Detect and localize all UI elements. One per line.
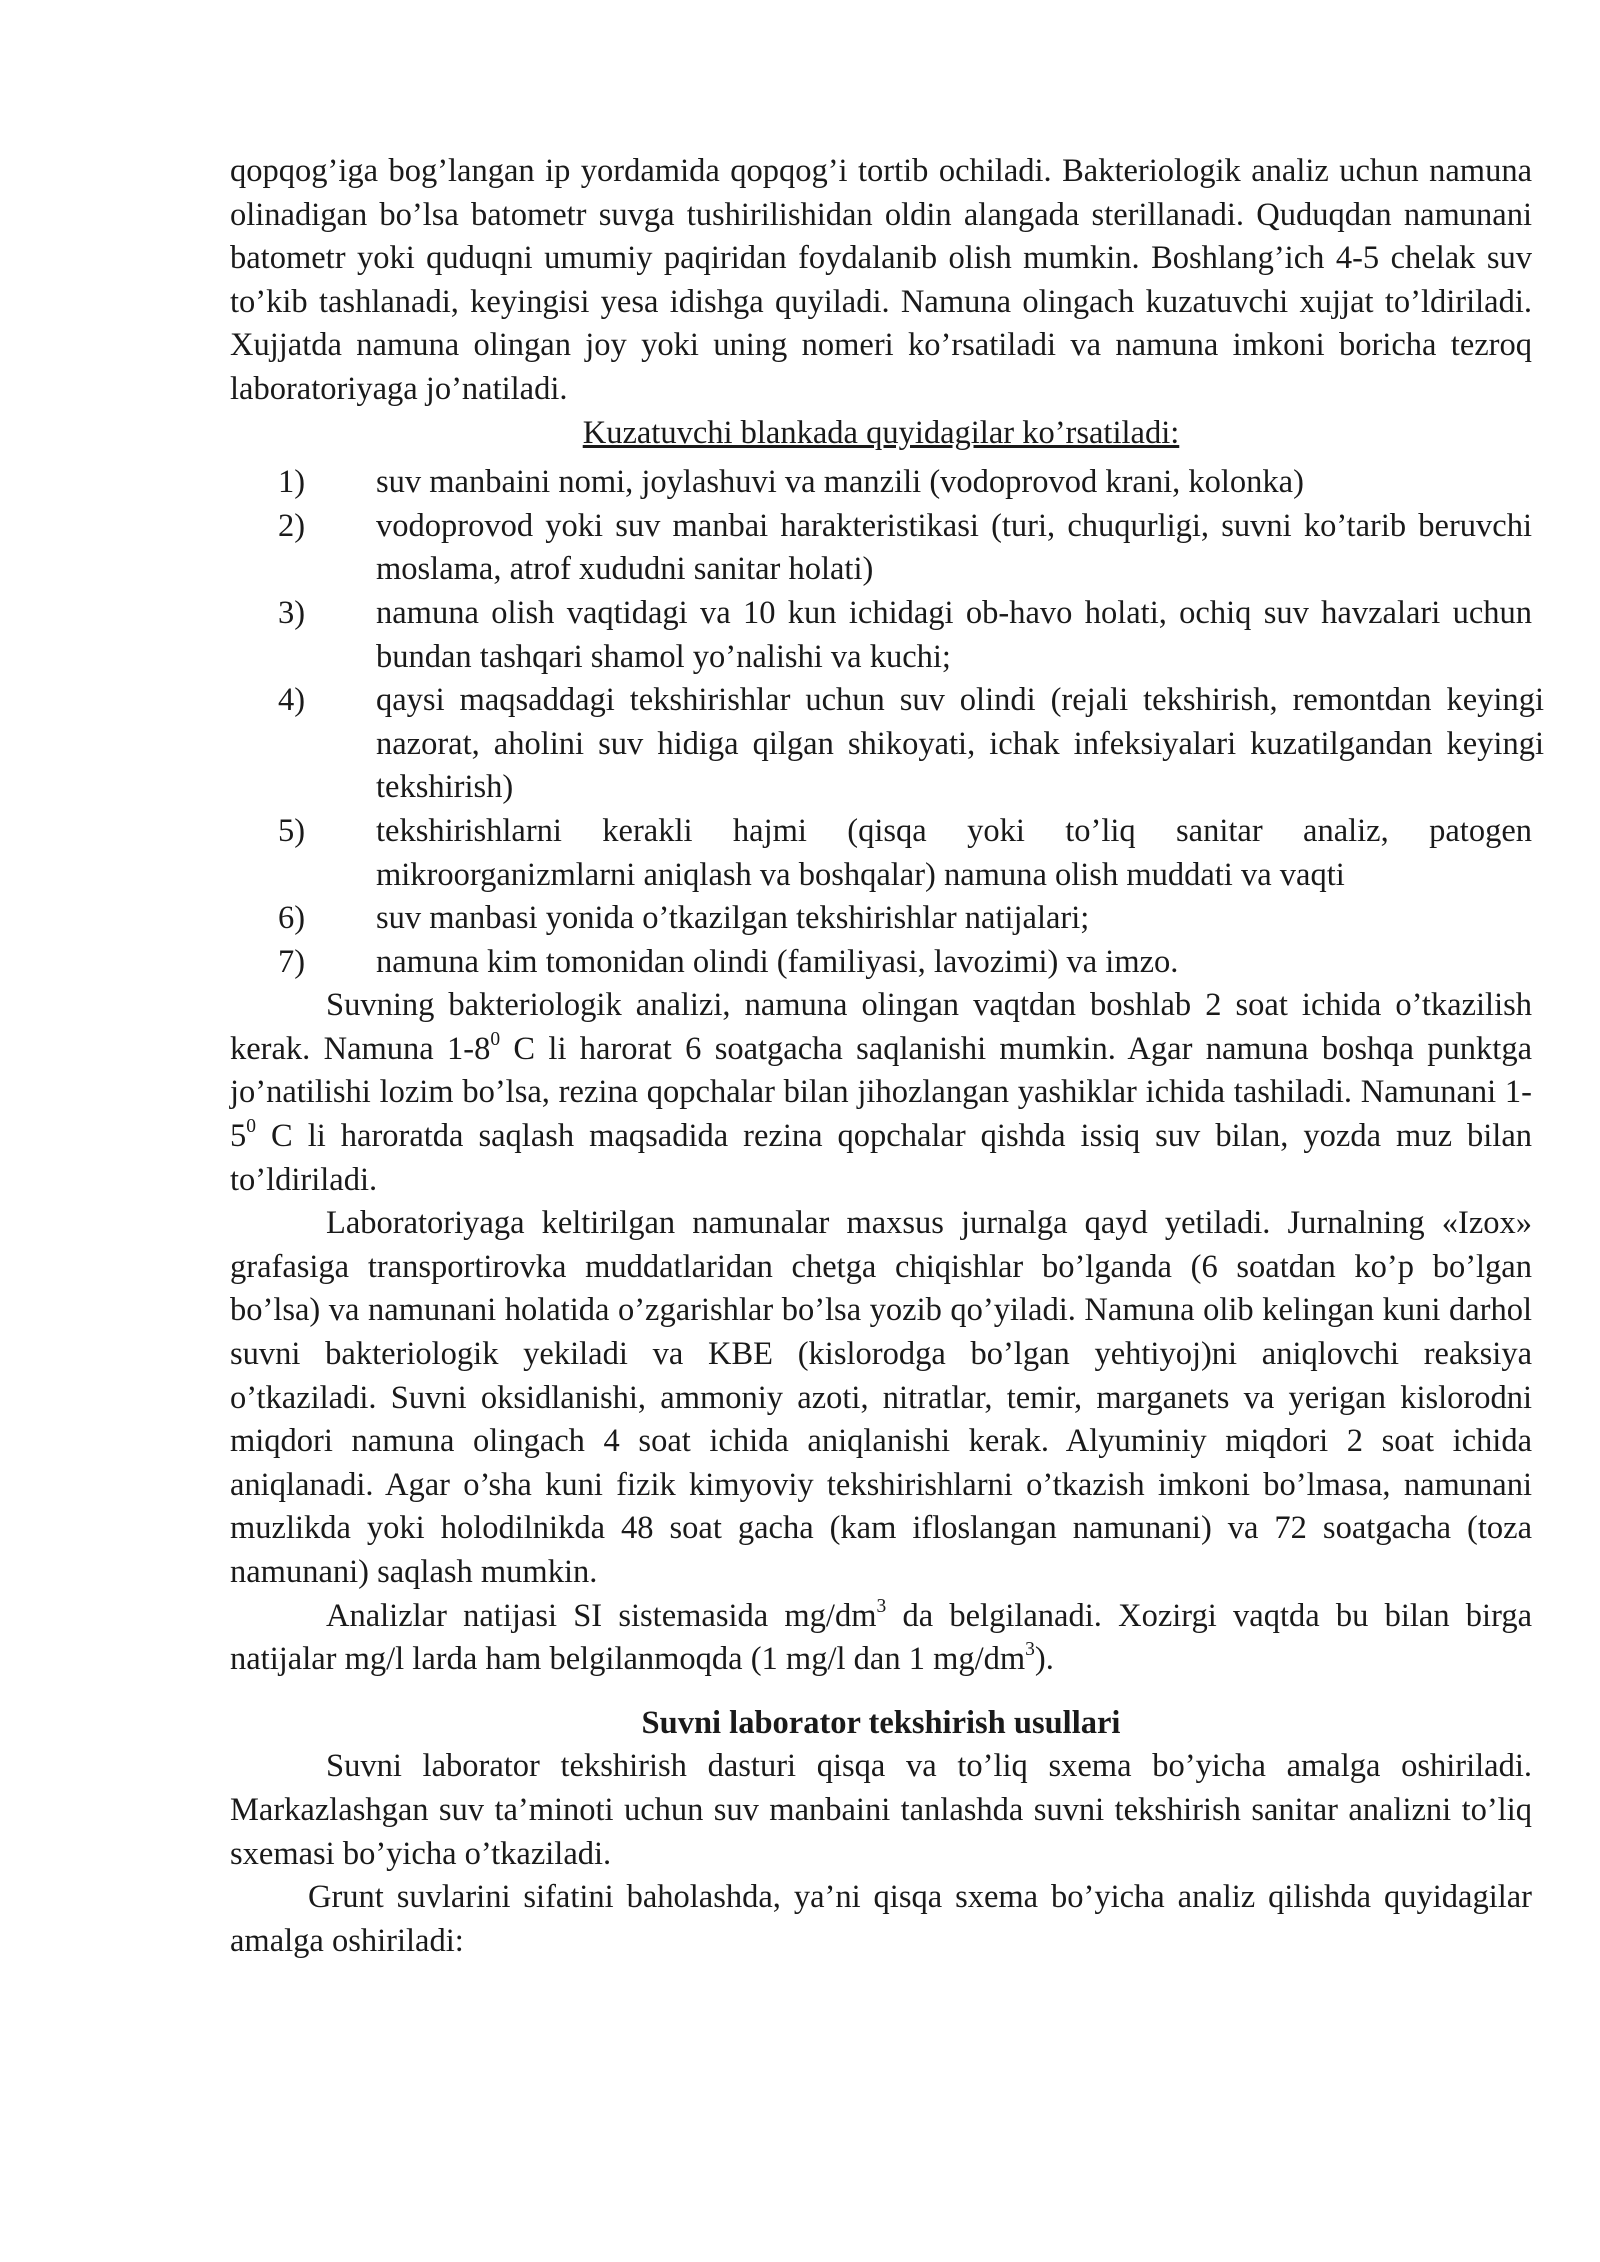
list-item-text: vodoprovod yoki suv manbai harakteristikasi (turi, chuqurligi, suvni ko’tarib beruvchi moslama, atrof xududni sanitar holati) <box>376 507 1532 588</box>
observation-blank-list <box>230 461 1544 984</box>
list-item <box>230 505 1532 592</box>
list-item <box>230 679 1544 810</box>
paragraph-sampling-procedure: qopqog’iga bog’langan ip yordamida qopqog’i tortib ochiladi. Bakteriologik analiz uchun namuna olinadigan bo’lsa batometr suvga tushirilishidan oldin alangada sterillanadi. Quduqdan namunani batometr yoki quduqni umumiy paqiridan foydalanib olish mumkin. Boshlang’ich 4-5 chelak suv to’kib tashlanadi, keyingisi yesa idishga quyiladi. Namuna olingach kuzatuvchi xujjat to’ldiriladi. Xujjatda namuna olingan joy yoki uning nomeri ko’rsatiladi va namuna imkoni boricha tezroq laboratoriyaga jo’natiladi. <box>230 153 1532 407</box>
paragraph-ground-water: Grunt suvlarini sifatini baholashda, ya’ni qisqa sxema bo’yicha analiz qilishda quyidagilar amalga oshiriladi: <box>230 1879 1532 1959</box>
list-item-text: qaysi maqsaddagi tekshirishlar uchun suv olindi (rejali tekshirish, remontdan keyingi nazorat, aholini suv hidiga qilgan shikoyati, ichak infeksiyalari kuzatilgandan keyingi tekshirish) <box>376 682 1544 806</box>
paragraph-bacteriological-analysis <box>230 984 1532 1202</box>
text-run: C li haroratda saqlash maqsadida rezina qopchalar qishda issiq suv bilan, yozda muz bilan to’ldiriladi. <box>230 1118 1532 1198</box>
paragraph-si-units <box>230 1595 1532 1682</box>
text-run: ). <box>1034 1641 1054 1678</box>
list-item-number: 1) <box>278 464 306 501</box>
paragraph-lab-program: Suvni laborator tekshirish dasturi qisqa va to’liq sxema bo’yicha amalga oshiriladi. Markazlashgan suv ta’minoti uchun suv manbaini tanlashda suvni tekshirish sanitar analizni to’liq sxemasi bo’yicha o’tkaziladi. <box>230 1748 1532 1872</box>
list-item <box>230 592 1532 679</box>
list-item <box>230 810 1532 897</box>
list-item-text: namuna kim tomonidan olindi (familiyasi, lavozimi) va imzo. <box>376 943 1179 980</box>
text-run: C li harorat 6 soatgacha saqlanishi mumkin. Agar namuna boshqa punktga jo’natilishi lozim bo’lsa, rezina qopchalar bilan jihozlangan yashiklar ichida tashiladi. Namunani 1-5 <box>230 1030 1532 1155</box>
text-run: Analizlar natijasi SI sistemasida mg/dm <box>326 1597 877 1634</box>
list-item-number: 6) <box>278 900 306 937</box>
list-item <box>230 897 1532 941</box>
list-item-number: 4) <box>278 682 306 719</box>
superscript: 0 <box>246 1116 256 1138</box>
document-page <box>230 150 1544 1963</box>
list-item-text: tekshirishlarni kerakli hajmi (qisqa yoki to’liq sanitar analiz, patogen mikroorganizmlarni aniqlash va boshqalar) namuna olish muddati va vaqti <box>376 812 1532 893</box>
list-item-number: 5) <box>278 812 306 849</box>
text-run: da belgilanadi. Xozirgi vaqtda bu bilan birga natijalar mg/l larda ham belgilanmoqda (1 mg/l dan 1 mg/dm <box>230 1597 1532 1678</box>
list-item-number: 3) <box>278 594 306 631</box>
list-item <box>230 461 1532 505</box>
blank-title-line <box>230 412 1532 456</box>
list-item-text: suv manbasi yonida o’tkazilgan tekshirishlar natijalari; <box>376 900 1090 937</box>
paragraph-laboratory-journal: Laboratoriyaga keltirilgan namunalar maxsus jurnalga qayd yetiladi. Jurnalning «Izox» grafasiga transportirovka muddatlaridan chetga chiqishlar bo’lganda (6 soatdan ko’p bo’lgan bo’lsa) va namunani holatida o’zgarishlar bo’lsa yozib qo’yiladi. Namuna olib kelingan kuni darhol suvni bakteriologik yekiladi va KBE (kislorodga bo’lgan yehtiyoj)ni aniqlovchi reaksiya o’tkaziladi. Suvni oksidlanishi, ammoniy azoti, nitratlar, temir, marganets va yerigan kislorodni miqdori namuna olingach 4 soat ichida aniqlanishi kerak. Alyuminiy miqdori 2 soat ichida aniqlanadi. Agar o’sha kuni fizik kimyoviy tekshirishlarni o’tkazish imkoni bo’lmasa, namunani muzlikda yoki holodilnikda 48 soat gacha (kam ifloslangan namunani) va 72 soatgacha (toza namunani) saqlash mumkin. <box>230 1205 1532 1590</box>
section-heading: Suvni laborator tekshirish usullari <box>641 1704 1121 1741</box>
list-item-number: 7) <box>278 943 306 980</box>
list-item-number: 2) <box>278 507 306 544</box>
blank-title: Kuzatuvchi blankada quyidagilar ko’rsatiladi: <box>582 414 1180 451</box>
list-item <box>230 941 1532 985</box>
list-item-text: namuna olish vaqtidagi va 10 kun ichidagi ob-havo holati, ochiq suv havzalari uchun bundan tashqari shamol yo’nalishi va kuchi; <box>376 594 1532 675</box>
superscript: 0 <box>490 1029 501 1051</box>
superscript: 3 <box>876 1595 887 1617</box>
text-run: Suvning bakteriologik analizi, namuna olingan vaqtdan boshlab 2 soat ichida o’tkazilish kerak. Namuna 1-8 <box>230 987 1532 1067</box>
superscript: 3 <box>1025 1639 1035 1661</box>
list-item-text: suv manbaini nomi, joylashuvi va manzili (vodoprovod krani, kolonka) <box>376 464 1304 501</box>
